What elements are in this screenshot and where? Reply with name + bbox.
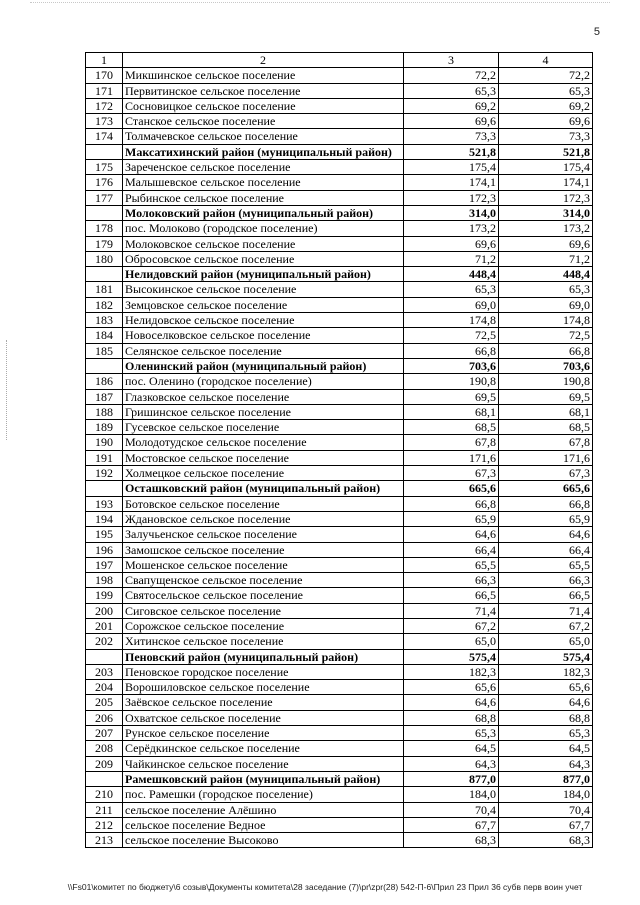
row-number-cell: 193 — [86, 496, 123, 511]
value-column-4-cell: 73,3 — [499, 129, 593, 144]
table-row — [86, 817, 593, 832]
settlement-name-cell: Оленинский район (муниципальный район) — [123, 358, 404, 373]
value-column-4-cell: 65,5 — [499, 557, 593, 572]
row-number-cell: 210 — [86, 787, 123, 802]
row-number-cell: 201 — [86, 618, 123, 633]
settlement-name-cell: Залучьенское сельское поселение — [123, 527, 404, 542]
row-number-cell: 198 — [86, 573, 123, 588]
column-header-value-3: 3 — [404, 53, 499, 68]
table-row — [86, 466, 593, 481]
value-column-3-cell: 877,0 — [404, 771, 499, 786]
table-row — [86, 221, 593, 236]
value-column-4-cell: 65,3 — [499, 726, 593, 741]
row-number-cell: 187 — [86, 389, 123, 404]
page-number: 5 — [593, 26, 600, 38]
value-column-3-cell: 65,9 — [404, 511, 499, 526]
table-row — [86, 83, 593, 98]
row-number-cell: 209 — [86, 756, 123, 771]
row-number-cell: 175 — [86, 160, 123, 175]
row-number-cell: 208 — [86, 741, 123, 756]
value-column-3-cell: 72,5 — [404, 328, 499, 343]
row-number-cell: 203 — [86, 664, 123, 679]
settlement-name-cell: Рунское сельское поселение — [123, 726, 404, 741]
table-row — [86, 435, 593, 450]
row-number-cell: 190 — [86, 435, 123, 450]
value-column-3-cell: 173,2 — [404, 221, 499, 236]
settlement-name-cell: Молодотудское сельское поселение — [123, 435, 404, 450]
row-number-cell: 178 — [86, 221, 123, 236]
value-column-4-cell: 64,6 — [499, 527, 593, 542]
table-row — [86, 756, 593, 771]
row-number-cell — [86, 144, 123, 159]
row-number-cell: 205 — [86, 695, 123, 710]
settlement-name-cell: Гришинское сельское поселение — [123, 404, 404, 419]
settlement-name-cell: Замошское сельское поселение — [123, 542, 404, 557]
row-number-cell: 213 — [86, 833, 123, 848]
table-row — [86, 603, 593, 618]
settlement-name-cell: Рыбинское сельское поселение — [123, 190, 404, 205]
value-column-4-cell: 65,3 — [499, 83, 593, 98]
table-row — [86, 664, 593, 679]
settlement-name-cell: Станское сельское поселение — [123, 114, 404, 129]
value-column-4-cell: 69,0 — [499, 297, 593, 312]
value-column-4-cell: 314,0 — [499, 205, 593, 220]
value-column-4-cell: 64,6 — [499, 695, 593, 710]
row-number-cell: 170 — [86, 68, 123, 83]
table-row — [86, 450, 593, 465]
value-column-4-cell: 66,8 — [499, 496, 593, 511]
value-column-3-cell: 64,6 — [404, 527, 499, 542]
settlement-name-cell: Мостовское сельское поселение — [123, 450, 404, 465]
table-row — [86, 420, 593, 435]
value-column-4-cell: 448,4 — [499, 267, 593, 282]
district-total-row — [86, 481, 593, 496]
value-column-3-cell: 69,6 — [404, 114, 499, 129]
table-row — [86, 741, 593, 756]
table-row — [86, 251, 593, 266]
settlement-name-cell: Серёдкинское сельское поселение — [123, 741, 404, 756]
value-column-4-cell: 69,5 — [499, 389, 593, 404]
settlement-name-cell: Селянское сельское поселение — [123, 343, 404, 358]
value-column-4-cell: 66,5 — [499, 588, 593, 603]
value-column-4-cell: 68,8 — [499, 710, 593, 725]
table-row — [86, 695, 593, 710]
district-total-row — [86, 144, 593, 159]
settlement-name-cell: сельское поселение Алёшино — [123, 802, 404, 817]
footer-file-path: \\Fs01\комитет по бюджету\6 созыв\Документы комитета\28 заседание (7)\pr\zpr(28) 542-П-6\Прил 23 Прил 36 субв перв воин учет — [67, 882, 583, 892]
value-column-4-cell: 175,4 — [499, 160, 593, 175]
value-column-4-cell: 65,9 — [499, 511, 593, 526]
value-column-3-cell: 65,6 — [404, 680, 499, 695]
value-column-4-cell: 65,0 — [499, 634, 593, 649]
value-column-4-cell: 182,3 — [499, 664, 593, 679]
row-number-cell — [86, 481, 123, 496]
settlement-name-cell: Сиговское сельское поселение — [123, 603, 404, 618]
row-number-cell: 173 — [86, 114, 123, 129]
value-column-3-cell: 65,3 — [404, 726, 499, 741]
settlement-name-cell: Заёвское сельское поселение — [123, 695, 404, 710]
value-column-4-cell: 71,2 — [499, 251, 593, 266]
value-column-4-cell: 66,8 — [499, 343, 593, 358]
row-number-cell: 185 — [86, 343, 123, 358]
settlement-name-cell: Рамешковский район (муниципальный район) — [123, 771, 404, 786]
table-row — [86, 175, 593, 190]
row-number-cell: 204 — [86, 680, 123, 695]
value-column-3-cell: 68,8 — [404, 710, 499, 725]
table-row — [86, 160, 593, 175]
row-number-cell: 172 — [86, 98, 123, 113]
row-number-cell: 207 — [86, 726, 123, 741]
value-column-4-cell: 69,6 — [499, 114, 593, 129]
value-column-4-cell: 65,6 — [499, 680, 593, 695]
row-number-cell — [86, 771, 123, 786]
value-column-4-cell: 171,6 — [499, 450, 593, 465]
row-number-cell: 189 — [86, 420, 123, 435]
settlement-name-cell: Сорожское сельское поселение — [123, 618, 404, 633]
settlement-name-cell: Ворошиловское сельское поселение — [123, 680, 404, 695]
table-row — [86, 389, 593, 404]
table-row — [86, 542, 593, 557]
value-column-3-cell: 171,6 — [404, 450, 499, 465]
row-number-cell: 181 — [86, 282, 123, 297]
value-column-4-cell: 665,6 — [499, 481, 593, 496]
row-number-cell: 179 — [86, 236, 123, 251]
table-row — [86, 618, 593, 633]
row-number-cell — [86, 205, 123, 220]
value-column-3-cell: 184,0 — [404, 787, 499, 802]
settlement-name-cell: Гусевское сельское поселение — [123, 420, 404, 435]
scan-margin-mark — [6, 340, 7, 440]
row-number-cell: 180 — [86, 251, 123, 266]
value-column-4-cell: 69,6 — [499, 236, 593, 251]
value-column-4-cell: 68,5 — [499, 420, 593, 435]
row-number-cell: 192 — [86, 466, 123, 481]
value-column-3-cell: 68,1 — [404, 404, 499, 419]
settlement-name-cell: Охватское сельское поселение — [123, 710, 404, 725]
value-column-3-cell: 448,4 — [404, 267, 499, 282]
settlement-name-cell: Максатихинский район (муниципальный район) — [123, 144, 404, 159]
value-column-4-cell: 877,0 — [499, 771, 593, 786]
district-total-row — [86, 649, 593, 664]
table-row — [86, 511, 593, 526]
row-number-cell: 200 — [86, 603, 123, 618]
value-column-3-cell: 66,8 — [404, 343, 499, 358]
settlement-name-cell: сельское поселение Высоково — [123, 833, 404, 848]
row-number-cell: 186 — [86, 374, 123, 389]
value-column-4-cell: 64,5 — [499, 741, 593, 756]
settlement-name-cell: пос. Рамешки (городское поселение) — [123, 787, 404, 802]
value-column-4-cell: 65,3 — [499, 282, 593, 297]
district-total-row — [86, 771, 593, 786]
settlement-name-cell: Микшинское сельское поселение — [123, 68, 404, 83]
value-column-3-cell: 64,5 — [404, 741, 499, 756]
value-column-3-cell: 182,3 — [404, 664, 499, 679]
value-column-3-cell: 67,8 — [404, 435, 499, 450]
subvention-table — [85, 52, 593, 848]
value-column-4-cell: 174,1 — [499, 175, 593, 190]
table-row — [86, 313, 593, 328]
value-column-3-cell: 70,4 — [404, 802, 499, 817]
table-row — [86, 236, 593, 251]
value-column-3-cell: 314,0 — [404, 205, 499, 220]
value-column-3-cell: 69,5 — [404, 389, 499, 404]
settlement-name-cell: Новоселковское сельское поселение — [123, 328, 404, 343]
settlement-name-cell: Хитинское сельское поселение — [123, 634, 404, 649]
settlement-name-cell: Молоковское сельское поселение — [123, 236, 404, 251]
value-column-4-cell: 64,3 — [499, 756, 593, 771]
value-column-3-cell: 64,3 — [404, 756, 499, 771]
table-row — [86, 404, 593, 419]
settlement-name-cell: Ботовское сельское поселение — [123, 496, 404, 511]
table-row — [86, 710, 593, 725]
table-row — [86, 297, 593, 312]
value-column-3-cell: 65,3 — [404, 83, 499, 98]
value-column-4-cell: 66,4 — [499, 542, 593, 557]
value-column-3-cell: 575,4 — [404, 649, 499, 664]
table-row — [86, 114, 593, 129]
value-column-3-cell: 69,0 — [404, 297, 499, 312]
row-number-cell — [86, 267, 123, 282]
value-column-3-cell: 174,1 — [404, 175, 499, 190]
settlement-name-cell: Молоковский район (муниципальный район) — [123, 205, 404, 220]
row-number-cell: 171 — [86, 83, 123, 98]
value-column-3-cell: 68,3 — [404, 833, 499, 848]
table-row — [86, 98, 593, 113]
table-row — [86, 557, 593, 572]
settlement-name-cell: Земцовское сельское поселение — [123, 297, 404, 312]
column-header-value-4: 4 — [499, 53, 593, 68]
value-column-3-cell: 174,8 — [404, 313, 499, 328]
settlement-name-cell: сельское поселение Ведное — [123, 817, 404, 832]
row-number-cell: 197 — [86, 557, 123, 572]
settlement-name-cell: Свапущенское сельское поселение — [123, 573, 404, 588]
row-number-cell: 211 — [86, 802, 123, 817]
table-row — [86, 787, 593, 802]
row-number-cell: 188 — [86, 404, 123, 419]
value-column-3-cell: 665,6 — [404, 481, 499, 496]
value-column-3-cell: 65,0 — [404, 634, 499, 649]
value-column-4-cell: 67,2 — [499, 618, 593, 633]
settlement-name-cell: Святосельское сельское поселение — [123, 588, 404, 603]
settlement-name-cell: Малышевское сельское поселение — [123, 175, 404, 190]
row-number-cell: 184 — [86, 328, 123, 343]
value-column-3-cell: 66,5 — [404, 588, 499, 603]
column-header-number: 1 — [86, 53, 123, 68]
value-column-3-cell: 67,7 — [404, 817, 499, 832]
row-number-cell: 174 — [86, 129, 123, 144]
value-column-4-cell: 190,8 — [499, 374, 593, 389]
value-column-4-cell: 67,7 — [499, 817, 593, 832]
value-column-4-cell: 72,2 — [499, 68, 593, 83]
settlement-name-cell: Первитинское сельское поселение — [123, 83, 404, 98]
value-column-3-cell: 66,3 — [404, 573, 499, 588]
value-column-3-cell: 67,3 — [404, 466, 499, 481]
value-column-4-cell: 66,3 — [499, 573, 593, 588]
row-number-cell: 212 — [86, 817, 123, 832]
value-column-4-cell: 174,8 — [499, 313, 593, 328]
table-body — [86, 68, 593, 848]
table-row — [86, 190, 593, 205]
settlement-name-cell: Нелидовское сельское поселение — [123, 313, 404, 328]
value-column-3-cell: 66,4 — [404, 542, 499, 557]
value-column-3-cell: 69,6 — [404, 236, 499, 251]
settlement-name-cell: Толмачевское сельское поселение — [123, 129, 404, 144]
district-total-row — [86, 205, 593, 220]
settlement-name-cell: Мошенское сельское поселение — [123, 557, 404, 572]
row-number-cell — [86, 358, 123, 373]
row-number-cell: 195 — [86, 527, 123, 542]
table-row — [86, 802, 593, 817]
value-column-3-cell: 175,4 — [404, 160, 499, 175]
value-column-4-cell: 67,3 — [499, 466, 593, 481]
value-column-3-cell: 71,4 — [404, 603, 499, 618]
column-header-name: 2 — [123, 53, 404, 68]
table-row — [86, 573, 593, 588]
value-column-4-cell: 173,2 — [499, 221, 593, 236]
district-total-row — [86, 358, 593, 373]
table-row — [86, 282, 593, 297]
row-number-cell — [86, 649, 123, 664]
settlement-name-cell: Чайкинское сельское поселение — [123, 756, 404, 771]
value-column-3-cell: 73,3 — [404, 129, 499, 144]
row-number-cell: 176 — [86, 175, 123, 190]
settlement-name-cell: Сосновицкое сельское поселение — [123, 98, 404, 113]
settlement-name-cell: Обросовское сельское поселение — [123, 251, 404, 266]
value-column-3-cell: 521,8 — [404, 144, 499, 159]
settlement-name-cell: Осташковский район (муниципальный район) — [123, 481, 404, 496]
row-number-cell: 206 — [86, 710, 123, 725]
value-column-3-cell: 71,2 — [404, 251, 499, 266]
table-row — [86, 833, 593, 848]
value-column-3-cell: 65,5 — [404, 557, 499, 572]
table-row — [86, 343, 593, 358]
table-row — [86, 328, 593, 343]
value-column-3-cell: 703,6 — [404, 358, 499, 373]
value-column-3-cell: 68,5 — [404, 420, 499, 435]
value-column-4-cell: 68,3 — [499, 833, 593, 848]
table-header-row — [86, 53, 593, 68]
table-row — [86, 129, 593, 144]
settlement-name-cell: Нелидовский район (муниципальный район) — [123, 267, 404, 282]
row-number-cell: 177 — [86, 190, 123, 205]
value-column-3-cell: 172,3 — [404, 190, 499, 205]
value-column-4-cell: 72,5 — [499, 328, 593, 343]
table-row — [86, 726, 593, 741]
row-number-cell: 191 — [86, 450, 123, 465]
value-column-4-cell: 184,0 — [499, 787, 593, 802]
value-column-4-cell: 521,8 — [499, 144, 593, 159]
row-number-cell: 182 — [86, 297, 123, 312]
value-column-4-cell: 172,3 — [499, 190, 593, 205]
settlement-name-cell: Ждановское сельское поселение — [123, 511, 404, 526]
table-row — [86, 374, 593, 389]
settlement-name-cell: Зареченское сельское поселение — [123, 160, 404, 175]
settlement-name-cell: Пеновское городское поселение — [123, 664, 404, 679]
table-row — [86, 496, 593, 511]
row-number-cell: 199 — [86, 588, 123, 603]
table-row — [86, 527, 593, 542]
settlement-name-cell: Холмецкое сельское поселение — [123, 466, 404, 481]
district-total-row — [86, 267, 593, 282]
table-row — [86, 68, 593, 83]
value-column-3-cell: 65,3 — [404, 282, 499, 297]
row-number-cell: 202 — [86, 634, 123, 649]
settlement-name-cell: пос. Молоково (городское поселение) — [123, 221, 404, 236]
value-column-3-cell: 66,8 — [404, 496, 499, 511]
value-column-4-cell: 703,6 — [499, 358, 593, 373]
value-column-3-cell: 64,6 — [404, 695, 499, 710]
value-column-3-cell: 190,8 — [404, 374, 499, 389]
value-column-4-cell: 575,4 — [499, 649, 593, 664]
value-column-3-cell: 67,2 — [404, 618, 499, 633]
settlement-name-cell: Высокинское сельское поселение — [123, 282, 404, 297]
settlement-name-cell: пос. Оленино (городское поселение) — [123, 374, 404, 389]
value-column-4-cell: 70,4 — [499, 802, 593, 817]
table-row — [86, 680, 593, 695]
settlement-name-cell: Пеновский район (муниципальный район) — [123, 649, 404, 664]
row-number-cell: 194 — [86, 511, 123, 526]
value-column-4-cell: 67,8 — [499, 435, 593, 450]
row-number-cell: 183 — [86, 313, 123, 328]
value-column-4-cell: 71,4 — [499, 603, 593, 618]
value-column-3-cell: 69,2 — [404, 98, 499, 113]
value-column-4-cell: 69,2 — [499, 98, 593, 113]
value-column-3-cell: 72,2 — [404, 68, 499, 83]
row-number-cell: 196 — [86, 542, 123, 557]
scan-header-noise — [30, 2, 610, 7]
table-row — [86, 588, 593, 603]
settlement-name-cell: Глазковское сельское поселение — [123, 389, 404, 404]
table-row — [86, 634, 593, 649]
value-column-4-cell: 68,1 — [499, 404, 593, 419]
